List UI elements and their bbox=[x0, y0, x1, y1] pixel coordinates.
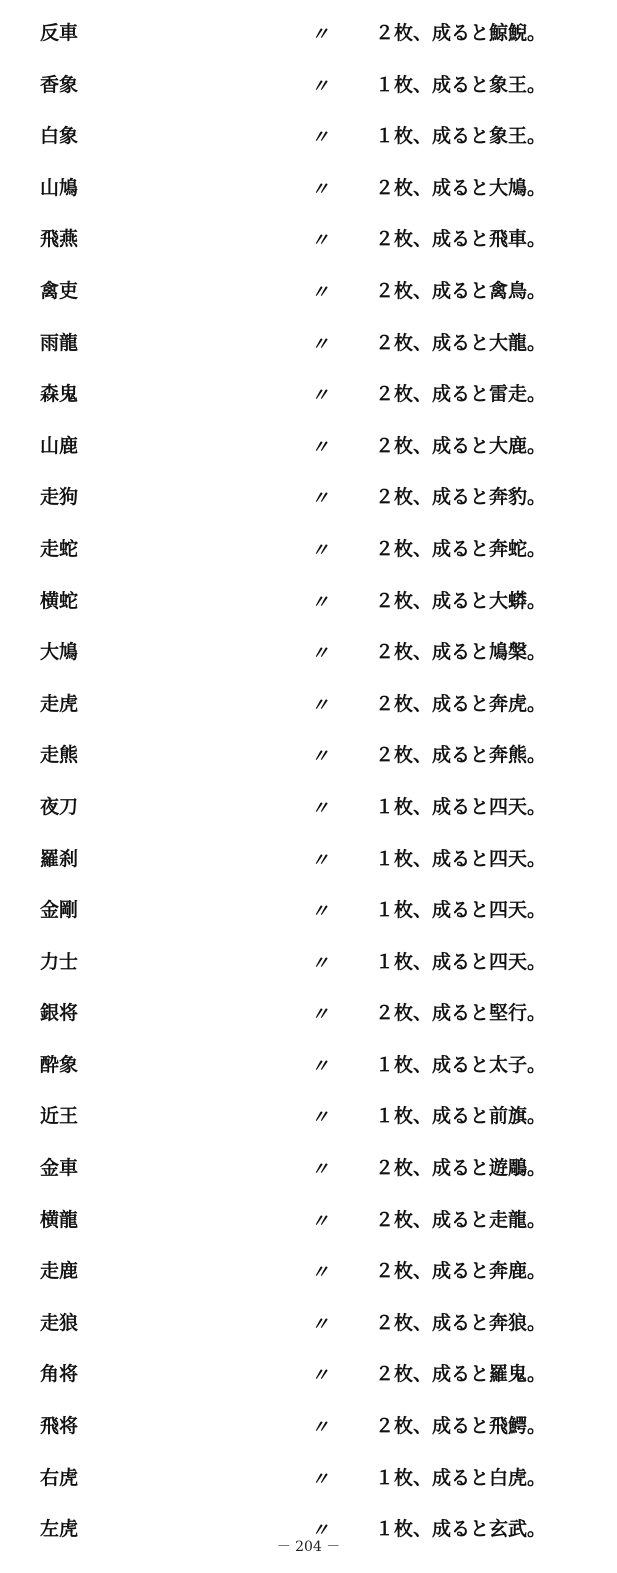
piece-row bbox=[0, 1195, 617, 1247]
piece-name: 走虎 bbox=[40, 692, 79, 715]
piece-row bbox=[0, 1246, 617, 1298]
piece-name: 走狗 bbox=[40, 486, 79, 509]
piece-description: ２枚、成ると鯨鯢。 bbox=[375, 22, 547, 44]
piece-name: 角将 bbox=[40, 1363, 79, 1386]
ditto-mark: 〃 bbox=[311, 1313, 329, 1335]
ditto-mark: 〃 bbox=[311, 1417, 329, 1439]
piece-name: 飛将 bbox=[40, 1415, 79, 1438]
piece-description: １枚、成ると白虎。 bbox=[375, 1466, 547, 1489]
piece-name: 飛燕 bbox=[40, 228, 79, 251]
piece-description: １枚、成ると象王。 bbox=[375, 73, 547, 96]
piece-description: ２枚、成ると奔豹。 bbox=[375, 486, 547, 509]
ditto-mark: 〃 bbox=[311, 1210, 329, 1232]
page-number: － 204 － bbox=[276, 1539, 341, 1555]
piece-description: １枚、成ると太子。 bbox=[375, 1053, 547, 1076]
piece-description: ２枚、成ると奔狼。 bbox=[375, 1311, 547, 1334]
piece-row bbox=[0, 266, 617, 318]
ditto-mark: 〃 bbox=[311, 849, 329, 871]
piece-row bbox=[0, 214, 617, 266]
piece-name: 近王 bbox=[40, 1105, 79, 1128]
piece-row bbox=[0, 627, 617, 679]
piece-name: 白象 bbox=[40, 125, 79, 148]
piece-row bbox=[0, 163, 617, 215]
piece-description: ２枚、成ると大蟒。 bbox=[375, 589, 547, 612]
ditto-mark: 〃 bbox=[311, 333, 329, 355]
piece-description: ２枚、成ると大鳩。 bbox=[375, 176, 547, 199]
piece-name: 金剛 bbox=[40, 899, 79, 922]
piece-description: ２枚、成ると雷走。 bbox=[375, 383, 547, 406]
piece-name: 酔象 bbox=[40, 1053, 79, 1076]
piece-row bbox=[0, 524, 617, 576]
piece-row bbox=[0, 1349, 617, 1401]
piece-description: ２枚、成ると羅鬼。 bbox=[375, 1363, 547, 1386]
piece-name: 香象 bbox=[40, 73, 79, 96]
piece-list bbox=[0, 8, 617, 1556]
piece-name: 銀将 bbox=[40, 1002, 79, 1025]
ditto-mark: 〃 bbox=[311, 24, 329, 45]
piece-row bbox=[0, 937, 617, 989]
piece-name: 金車 bbox=[40, 1157, 79, 1180]
piece-row bbox=[0, 421, 617, 473]
piece-description: ２枚、成ると大龍。 bbox=[375, 331, 547, 354]
piece-name: 禽吏 bbox=[40, 279, 79, 302]
piece-row bbox=[0, 885, 617, 937]
piece-name: 走狼 bbox=[40, 1311, 79, 1334]
piece-description: １枚、成ると四天。 bbox=[375, 795, 547, 818]
piece-description: ２枚、成ると堅行。 bbox=[375, 1002, 547, 1025]
piece-description: ２枚、成ると奔虎。 bbox=[375, 692, 547, 715]
piece-name: 右虎 bbox=[40, 1466, 79, 1489]
ditto-mark: 〃 bbox=[311, 591, 329, 613]
piece-description: ２枚、成ると飛鰐。 bbox=[375, 1415, 547, 1438]
piece-name: 夜刀 bbox=[40, 795, 79, 818]
ditto-mark: 〃 bbox=[311, 127, 329, 149]
piece-description: ２枚、成ると遊鵰。 bbox=[375, 1157, 547, 1180]
piece-row bbox=[0, 1143, 617, 1195]
ditto-mark: 〃 bbox=[311, 539, 329, 561]
piece-description: ２枚、成ると奔熊。 bbox=[375, 744, 547, 767]
piece-name: 左虎 bbox=[40, 1518, 79, 1541]
piece-name: 走熊 bbox=[40, 744, 79, 767]
piece-description: ２枚、成ると鳩槃。 bbox=[375, 641, 547, 664]
ditto-mark: 〃 bbox=[311, 385, 329, 407]
piece-name: 羅刹 bbox=[40, 847, 79, 870]
ditto-mark: 〃 bbox=[311, 901, 329, 923]
piece-row bbox=[0, 834, 617, 886]
ditto-mark: 〃 bbox=[311, 1262, 329, 1284]
piece-description: ２枚、成ると走龍。 bbox=[375, 1208, 547, 1231]
piece-name: 横蛇 bbox=[40, 589, 79, 612]
piece-description: １枚、成ると象王。 bbox=[375, 125, 547, 148]
piece-row bbox=[0, 1401, 617, 1453]
piece-row bbox=[0, 1298, 617, 1350]
ditto-mark: 〃 bbox=[311, 281, 329, 303]
piece-row bbox=[0, 1453, 617, 1505]
piece-row bbox=[0, 369, 617, 421]
ditto-mark: 〃 bbox=[311, 643, 329, 665]
ditto-mark: 〃 bbox=[311, 1520, 329, 1542]
ditto-mark: 〃 bbox=[311, 1159, 329, 1181]
ditto-mark: 〃 bbox=[311, 230, 329, 252]
piece-row bbox=[0, 472, 617, 524]
ditto-mark: 〃 bbox=[311, 797, 329, 819]
piece-name: 走鹿 bbox=[40, 1260, 79, 1283]
piece-description: ２枚、成ると大鹿。 bbox=[375, 434, 547, 457]
ditto-mark: 〃 bbox=[311, 746, 329, 768]
ditto-mark: 〃 bbox=[311, 1365, 329, 1387]
piece-name: 雨龍 bbox=[40, 331, 79, 354]
piece-description: １枚、成ると玄武。 bbox=[375, 1518, 547, 1541]
piece-row bbox=[0, 730, 617, 782]
piece-name: 走蛇 bbox=[40, 537, 79, 560]
piece-row bbox=[0, 60, 617, 112]
piece-name: 反車 bbox=[40, 22, 79, 44]
piece-row bbox=[0, 576, 617, 628]
ditto-mark: 〃 bbox=[311, 436, 329, 458]
piece-name: 山鳩 bbox=[40, 176, 79, 199]
piece-row bbox=[0, 679, 617, 731]
piece-description: １枚、成ると四天。 bbox=[375, 899, 547, 922]
ditto-mark: 〃 bbox=[311, 1468, 329, 1490]
piece-row bbox=[0, 988, 617, 1040]
ditto-mark: 〃 bbox=[311, 1107, 329, 1129]
piece-row bbox=[0, 318, 617, 370]
piece-row bbox=[0, 1091, 617, 1143]
piece-row bbox=[0, 782, 617, 834]
piece-description: ２枚、成ると奔鹿。 bbox=[375, 1260, 547, 1283]
piece-name: 力士 bbox=[40, 950, 79, 973]
piece-description: １枚、成ると四天。 bbox=[375, 847, 547, 870]
piece-row bbox=[0, 111, 617, 163]
piece-description: ２枚、成ると禽鳥。 bbox=[375, 279, 547, 302]
piece-description: ２枚、成ると奔蛇。 bbox=[375, 537, 547, 560]
piece-description: ２枚、成ると飛車。 bbox=[375, 228, 547, 251]
ditto-mark: 〃 bbox=[311, 1004, 329, 1026]
piece-description: １枚、成ると前旗。 bbox=[375, 1105, 547, 1128]
piece-row bbox=[0, 1040, 617, 1092]
ditto-mark: 〃 bbox=[311, 952, 329, 974]
piece-row bbox=[0, 8, 617, 60]
ditto-mark: 〃 bbox=[311, 75, 329, 97]
ditto-mark: 〃 bbox=[311, 694, 329, 716]
piece-name: 大鳩 bbox=[40, 641, 79, 664]
piece-description: １枚、成ると四天。 bbox=[375, 950, 547, 973]
ditto-mark: 〃 bbox=[311, 178, 329, 200]
piece-name: 山鹿 bbox=[40, 434, 79, 457]
ditto-mark: 〃 bbox=[311, 488, 329, 510]
piece-name: 森鬼 bbox=[40, 383, 79, 406]
ditto-mark: 〃 bbox=[311, 1055, 329, 1077]
piece-name: 横龍 bbox=[40, 1208, 79, 1231]
